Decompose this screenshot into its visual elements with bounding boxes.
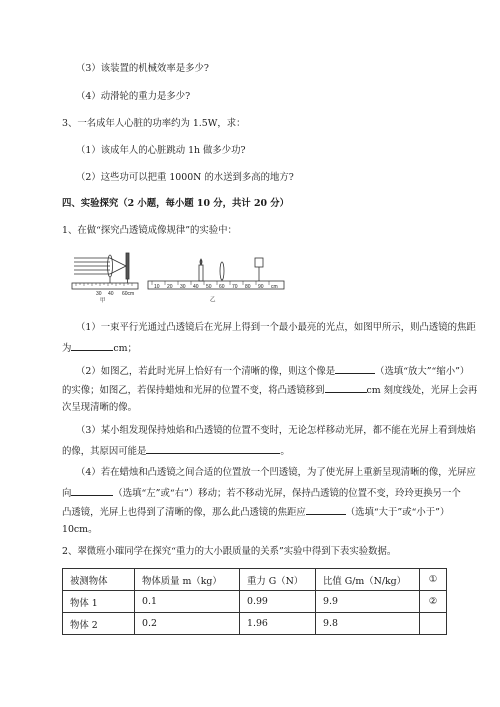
table-header-cell: 重力 G（N） bbox=[240, 569, 316, 591]
figure-label: 乙 bbox=[210, 297, 216, 303]
table-row bbox=[63, 591, 447, 613]
q1-part1-line1: （1）一束平行光通过凸透镜后在光屏上得到一个最小最亮的光点，如图甲所示，则凸透镜的焦距 bbox=[76, 322, 476, 333]
answer-blank[interactable] bbox=[146, 443, 280, 454]
q1-part4-line2: 向 （选填“左”或“右”）移动；若不移动光屏，保持凸透镜的位置不变，玲玲更换另一个 bbox=[62, 485, 461, 500]
table-header-cell: 比值 G/m（N/kg） bbox=[316, 569, 420, 591]
candle-flame bbox=[200, 259, 202, 265]
data-table bbox=[62, 568, 447, 635]
table-cell: ② bbox=[420, 591, 447, 613]
answer-blank[interactable] bbox=[325, 382, 367, 393]
q1-part3-line1: （3）某小组发现保持烛焰和凸透镜的位置不变时，无论怎样移动光屏，都不能在光屏上看到烛焰 bbox=[76, 425, 476, 436]
table-cell: 1.96 bbox=[240, 613, 316, 635]
q-prev-sub3: （3）该装置的机械效率是多少? bbox=[76, 63, 209, 74]
ruler-tick-label: 30 bbox=[96, 291, 102, 297]
ruler-tick-label: 30 bbox=[180, 284, 186, 290]
q1-part2-line2: 的实像；如图乙，若保持蜡烛和光屏的位置不变，将凸透镜移到 cm 刻度线处，光屏上会再 bbox=[62, 382, 477, 397]
q1-stem: 1、在做“探究凸透镜成像规律”的实验中： bbox=[62, 225, 237, 236]
ruler-tick-label: 90 bbox=[258, 284, 264, 290]
convex-lens bbox=[220, 262, 224, 280]
table-cell: 0.99 bbox=[240, 591, 316, 613]
q1-part4-line4: 10cm。 bbox=[62, 524, 98, 535]
ruler-tick-label: 20 bbox=[167, 284, 173, 290]
q1-part3-line2: 的像，其原因可能是 。 bbox=[62, 443, 290, 458]
answer-blank[interactable] bbox=[71, 340, 113, 351]
section-heading: 四、实验探究（2 小题，每小题 10 分，共计 20 分） bbox=[62, 198, 290, 209]
figure-yi bbox=[146, 253, 286, 303]
ruler-tick-label: 10 bbox=[154, 284, 160, 290]
q1-part2-line1: （2）如图乙，若此时光屏上恰好有一个清晰的像，则这个像是 （选填“放大”“缩小”） bbox=[76, 363, 469, 378]
table-cell: 0.1 bbox=[135, 591, 240, 613]
figure-jia bbox=[70, 247, 142, 303]
ruler-tick-label: 80 bbox=[245, 284, 251, 290]
table-cell: 0.2 bbox=[135, 613, 240, 635]
q3-sub1: （1）该成年人的心脏跳动 1h 做多少功? bbox=[76, 145, 246, 156]
table-cell: 9.8 bbox=[316, 613, 420, 635]
table-cell: 9.9 bbox=[316, 591, 420, 613]
q3-stem: 3、一名成年人心脏的功率约为 1.5W，求： bbox=[62, 118, 246, 129]
q1-part4-line3: 凸透镜，光屏上也得到了清晰的像，那么此凸透镜的焦距应 （选填“大于”或“小于”） bbox=[62, 504, 449, 519]
ruler-tick-label: 40 bbox=[108, 291, 114, 297]
table-cell bbox=[420, 613, 447, 635]
ruler-tick-label: 60cm bbox=[122, 291, 135, 297]
figure-label: 甲 bbox=[100, 298, 106, 303]
table-cell: 物体 1 bbox=[63, 591, 135, 613]
light-screen bbox=[255, 258, 263, 267]
q1-part2-line3: 次呈现清晰的像。 bbox=[62, 402, 138, 413]
table-row bbox=[63, 613, 447, 635]
ruler-tick-label: 70 bbox=[232, 284, 238, 290]
answer-blank[interactable] bbox=[71, 485, 113, 496]
q3-sub2: （2）这些功可以把重 1000N 的水送到多高的地方? bbox=[76, 172, 294, 183]
answer-blank[interactable] bbox=[335, 363, 375, 374]
table-header-row bbox=[63, 569, 447, 591]
q1-part1-line2: 为 cm； bbox=[62, 340, 137, 355]
q1-part4-line1: （4）若在蜡烛和凸透镜之间合适的位置放一个凹透镜，为了使光屏上重新呈现清晰的像，光屏应 bbox=[76, 467, 476, 478]
light-screen bbox=[126, 253, 129, 279]
table-header-cell: 物体质量 m（kg） bbox=[135, 569, 240, 591]
q-prev-sub4: （4）动滑轮的重力是多少? bbox=[76, 91, 191, 102]
answer-blank[interactable] bbox=[306, 504, 346, 515]
ruler-tick-label: 60 bbox=[219, 284, 225, 290]
table-cell: 物体 2 bbox=[63, 613, 135, 635]
table-header-cell: ① bbox=[420, 569, 447, 591]
table-header-cell: 被测物体 bbox=[63, 569, 135, 591]
ruler-tick-label: cm bbox=[271, 284, 278, 290]
ruler-tick-label: 50 bbox=[206, 284, 212, 290]
ruler-tick-label: 40 bbox=[193, 284, 199, 290]
q2-stem: 2、翠微班小璀同学在探究“重力的大小跟质量的关系”实验中得到下表实验数据。 bbox=[62, 546, 397, 557]
candle bbox=[199, 265, 203, 281]
